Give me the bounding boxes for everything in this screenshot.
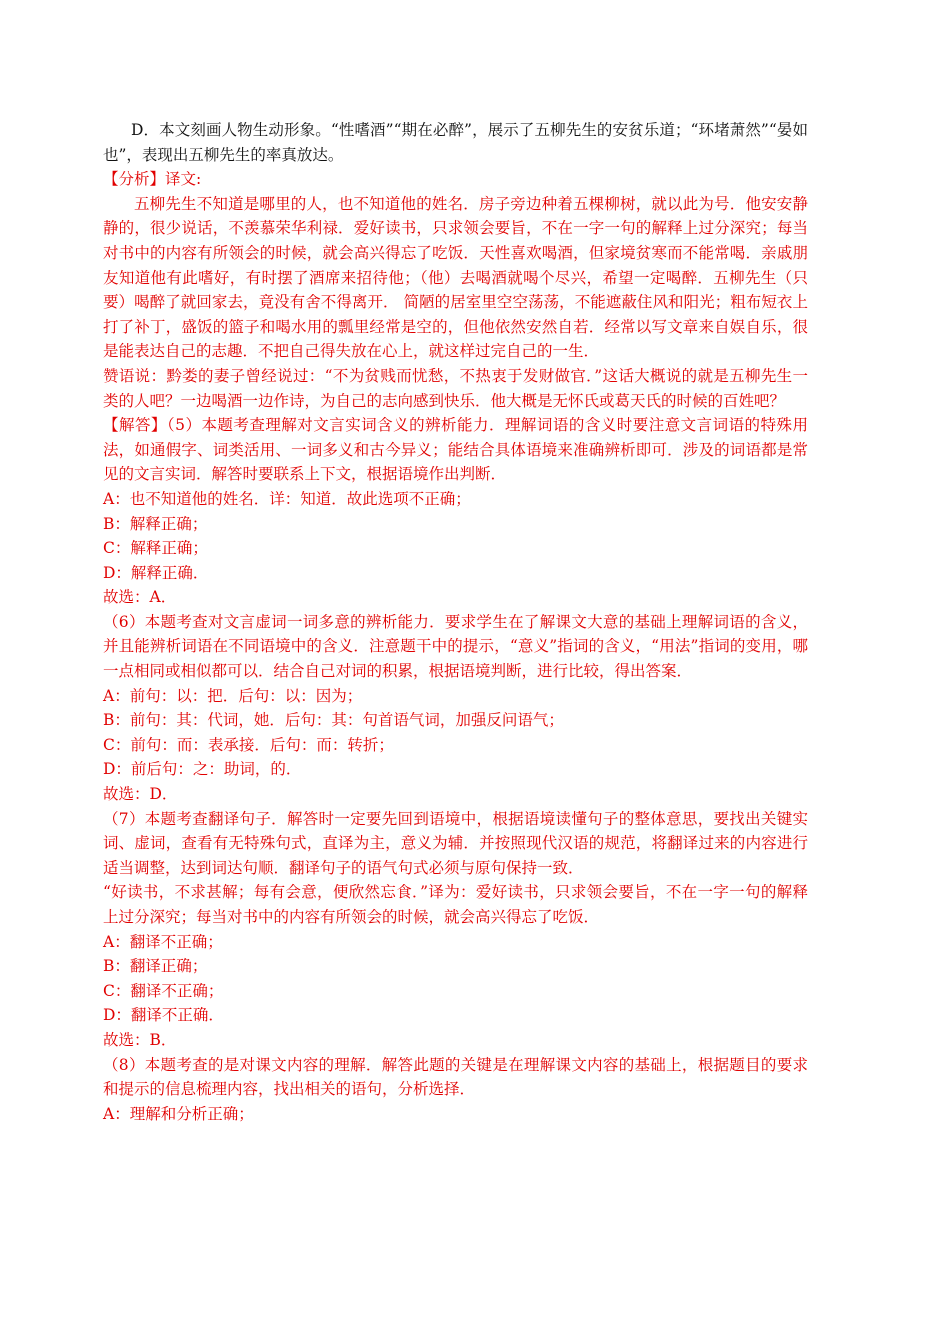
q7-line-a: A：翻译不正确； (103, 932, 223, 951)
q7-line-c: C：翻译不正确； (103, 981, 224, 1000)
q6-intro: （6）本题考查对文言虚词一词多意的辨析能力．要求学生在了解课文大意的基础上理解词语的含义，并且能辨析词语在不同语境中的含义．注意题干中的提示，“意义”指词的含义，“用法”指词的变用，哪一点相同或相似都可以．结合自己对词的积累，根据语境判断，进行比较，得出答案． (103, 612, 808, 681)
q5-line-d: D：解释正确． (103, 563, 209, 582)
q5-line-a: A：也不知道他的姓名．详：知道．故此选项不正确； (103, 489, 471, 508)
q5-intro (103, 413, 808, 487)
q6-line-b: B：前句：其：代词，她．后句：其：句首语气词，加强反问语气； (103, 711, 564, 730)
q7-quote: “好读书，不求甚解；每有会意，便欣然忘食．”译为：爱好读书，只求领会要旨，不在一字一句的解释上过分深究；每当对书中的内容有所领会的时候，就会高兴得忘了吃饭． (103, 883, 808, 926)
translation-paragraph: 五柳先生不知道是哪里的人，也不知道他的姓名．房子旁边种着五棵柳树，就以此为号．他安安静静的，很少说话，不羡慕荣华利禄．爱好读书，只求领会要旨，不在一字一句的解释上过分深究；每当对书中的内容有所领会的时候，就会高兴得忘了吃饭．天性喜欢喝酒，但家境贫寒而不能常喝．亲戚朋友知道他有此嗜好，有时摆了酒席来招待他；（他）去喝酒就喝个尽兴，希望一定喝醉．五柳先生（只要）喝醉了就回家去，竟没有舍不得离开． 简陋的居室里空空荡荡，不能遮蔽住风和阳光；粗布短衣上打了补丁，盛饭的篮子和喝水用的瓢里经常是空的，但他依然安然自若．经常以写文章来自娱自乐，很是能表达自己的志趣．不把自己得失放在心上，就这样过完自己的一生． (103, 194, 808, 361)
option-d-text: D．本文刻画人物生动形象。“性嗜酒”“期在必醉”，展示了五柳先生的安贫乐道；“环堵萧然”“晏如也”，表现出五柳先生的率真放达。 (103, 121, 808, 164)
analysis-heading (103, 167, 808, 192)
document-page (103, 118, 808, 1126)
answer-tag: 【解答】 (103, 416, 167, 435)
q7-choice: 故选：B． (103, 1030, 177, 1049)
q5-intro-text: （5）本题考查理解对文言实词含义的辨析能力．理解词语的含义时要注意文言词语的特殊用法，如通假字、词类活用、一词多义和古今异义；能结合具体语境来准确辨析即可．涉及的词语都是常见的文言实词．解答时要联系上下文，根据语境作出判断． (103, 416, 808, 484)
q6-line-c: C：前句：而：表承接．后句：而：转折； (103, 735, 394, 754)
q5-choice: 故选：A． (103, 588, 177, 607)
analysis-label: 译文: (165, 170, 202, 189)
zan-paragraph: 赞语说：黔娄的妻子曾经说过：“不为贫贱而忧愁，不热衷于发财做官．”这话大概说的就是五柳先生一类的人吧？一边喝酒一边作诗，为自己的志向感到快乐．他大概是无怀氏或葛天氏的时候的百姓吧？ (103, 366, 808, 410)
q6-line-a: A：前句：以：把．后句：以：因为； (103, 686, 363, 705)
q7-intro: （7）本题考查翻译句子．解答时一定要先回到语境中，根据语境读懂句子的整体意思，要找出关键实词、虚词，查看有无特殊句式，直译为主，意义为辅．并按照现代汉语的规范，将翻译过来的内容进行适当调整，达到词达句顺．翻译句子的语气句式必须与原句保持一致． (103, 809, 808, 877)
q7-line-b: B：翻译正确； (103, 957, 208, 976)
q7-line-d: D：翻译不正确． (103, 1006, 224, 1025)
q8-intro: （8）本题考查的是对课文内容的理解．解答此题的关键是在理解课文内容的基础上，根据题目的要求和提示的信息梳理内容，找出相关的语句，分析选择． (103, 1055, 808, 1099)
q8-line-a: A：理解和分析正确； (103, 1104, 254, 1123)
q6-line-d: D：前后句：之：助词，的． (103, 760, 302, 779)
q6-choice: 故选：D． (103, 785, 178, 804)
q5-line-c: C：解释正确； (103, 539, 208, 558)
analysis-tag: 【分析】 (103, 170, 166, 189)
q5-line-b: B：解释正确； (103, 514, 208, 533)
